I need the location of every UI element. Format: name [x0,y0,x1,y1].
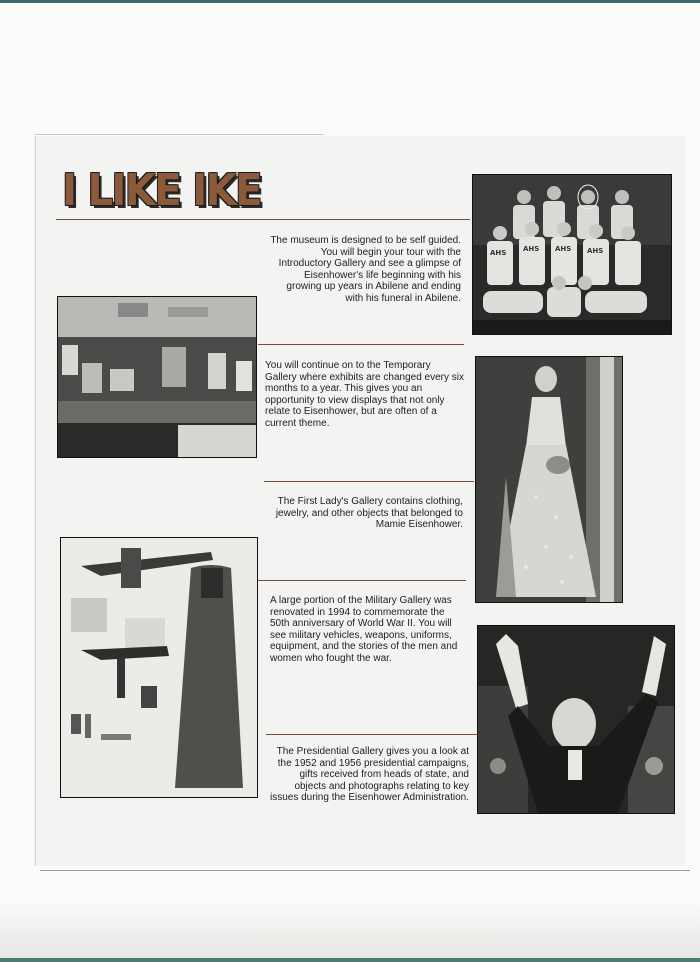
page-left-edge-line [35,136,36,866]
divider-3 [264,481,474,482]
gallery-interior-photo [57,296,257,458]
baseball-team-photo [472,174,672,335]
jersey-label: AHS [587,247,604,255]
divider-1 [56,219,470,220]
scan-bottom-edge [0,958,700,962]
jersey-label: AHS [555,245,572,253]
divider-4 [258,580,466,581]
divider-2 [258,344,464,345]
military-gallery-display-photo [60,537,258,798]
page-title: I LIKE IKE [62,165,261,216]
divider-5 [266,734,478,735]
presidential-gallery-paragraph: The Presidential Gallery gives you a look at the 1952 and 1956 presidential campaigns, gifts received from heads of state, and objects and photographs relating to key issues during the Eisenhower Administration. [270,746,469,803]
jersey-label: AHS [523,245,540,253]
eisenhower-victory-photo [477,625,675,814]
page-bottom-edge-line [40,870,690,871]
temporary-gallery-paragraph: You will continue on to the Temporary Gallery where exhibits are changed every six months to a year. This gives you an opportunity to view displays that not only relate to Eisenhower, but are often of a current theme. [265,360,464,429]
scan-shadow [0,900,700,958]
first-lady-gallery-paragraph: The First Lady's Gallery contains clothing, jewelry, and other objects that belonged to Mamie Eisenhower. [275,496,463,530]
mamie-eisenhower-gown-photo [475,356,623,603]
jersey-label: AHS [490,249,507,257]
intro-paragraph: The museum is designed to be self guided. You will begin your tour with the Introductory Gallery and see a glimpse of Eisenhower's life beginning with his growing up years in Abilene and ending with his funeral in Abilene. [270,235,461,304]
military-gallery-paragraph: A large portion of the Military Gallery was renovated in 1994 to commemorate the 50th anniversary of World War II. You will see military vehicles, weapons, uniforms, equipment, and the stories of the men and women who fought the war. [270,595,458,664]
scan-top-edge [0,0,700,3]
page-top-edge-line [34,134,324,135]
